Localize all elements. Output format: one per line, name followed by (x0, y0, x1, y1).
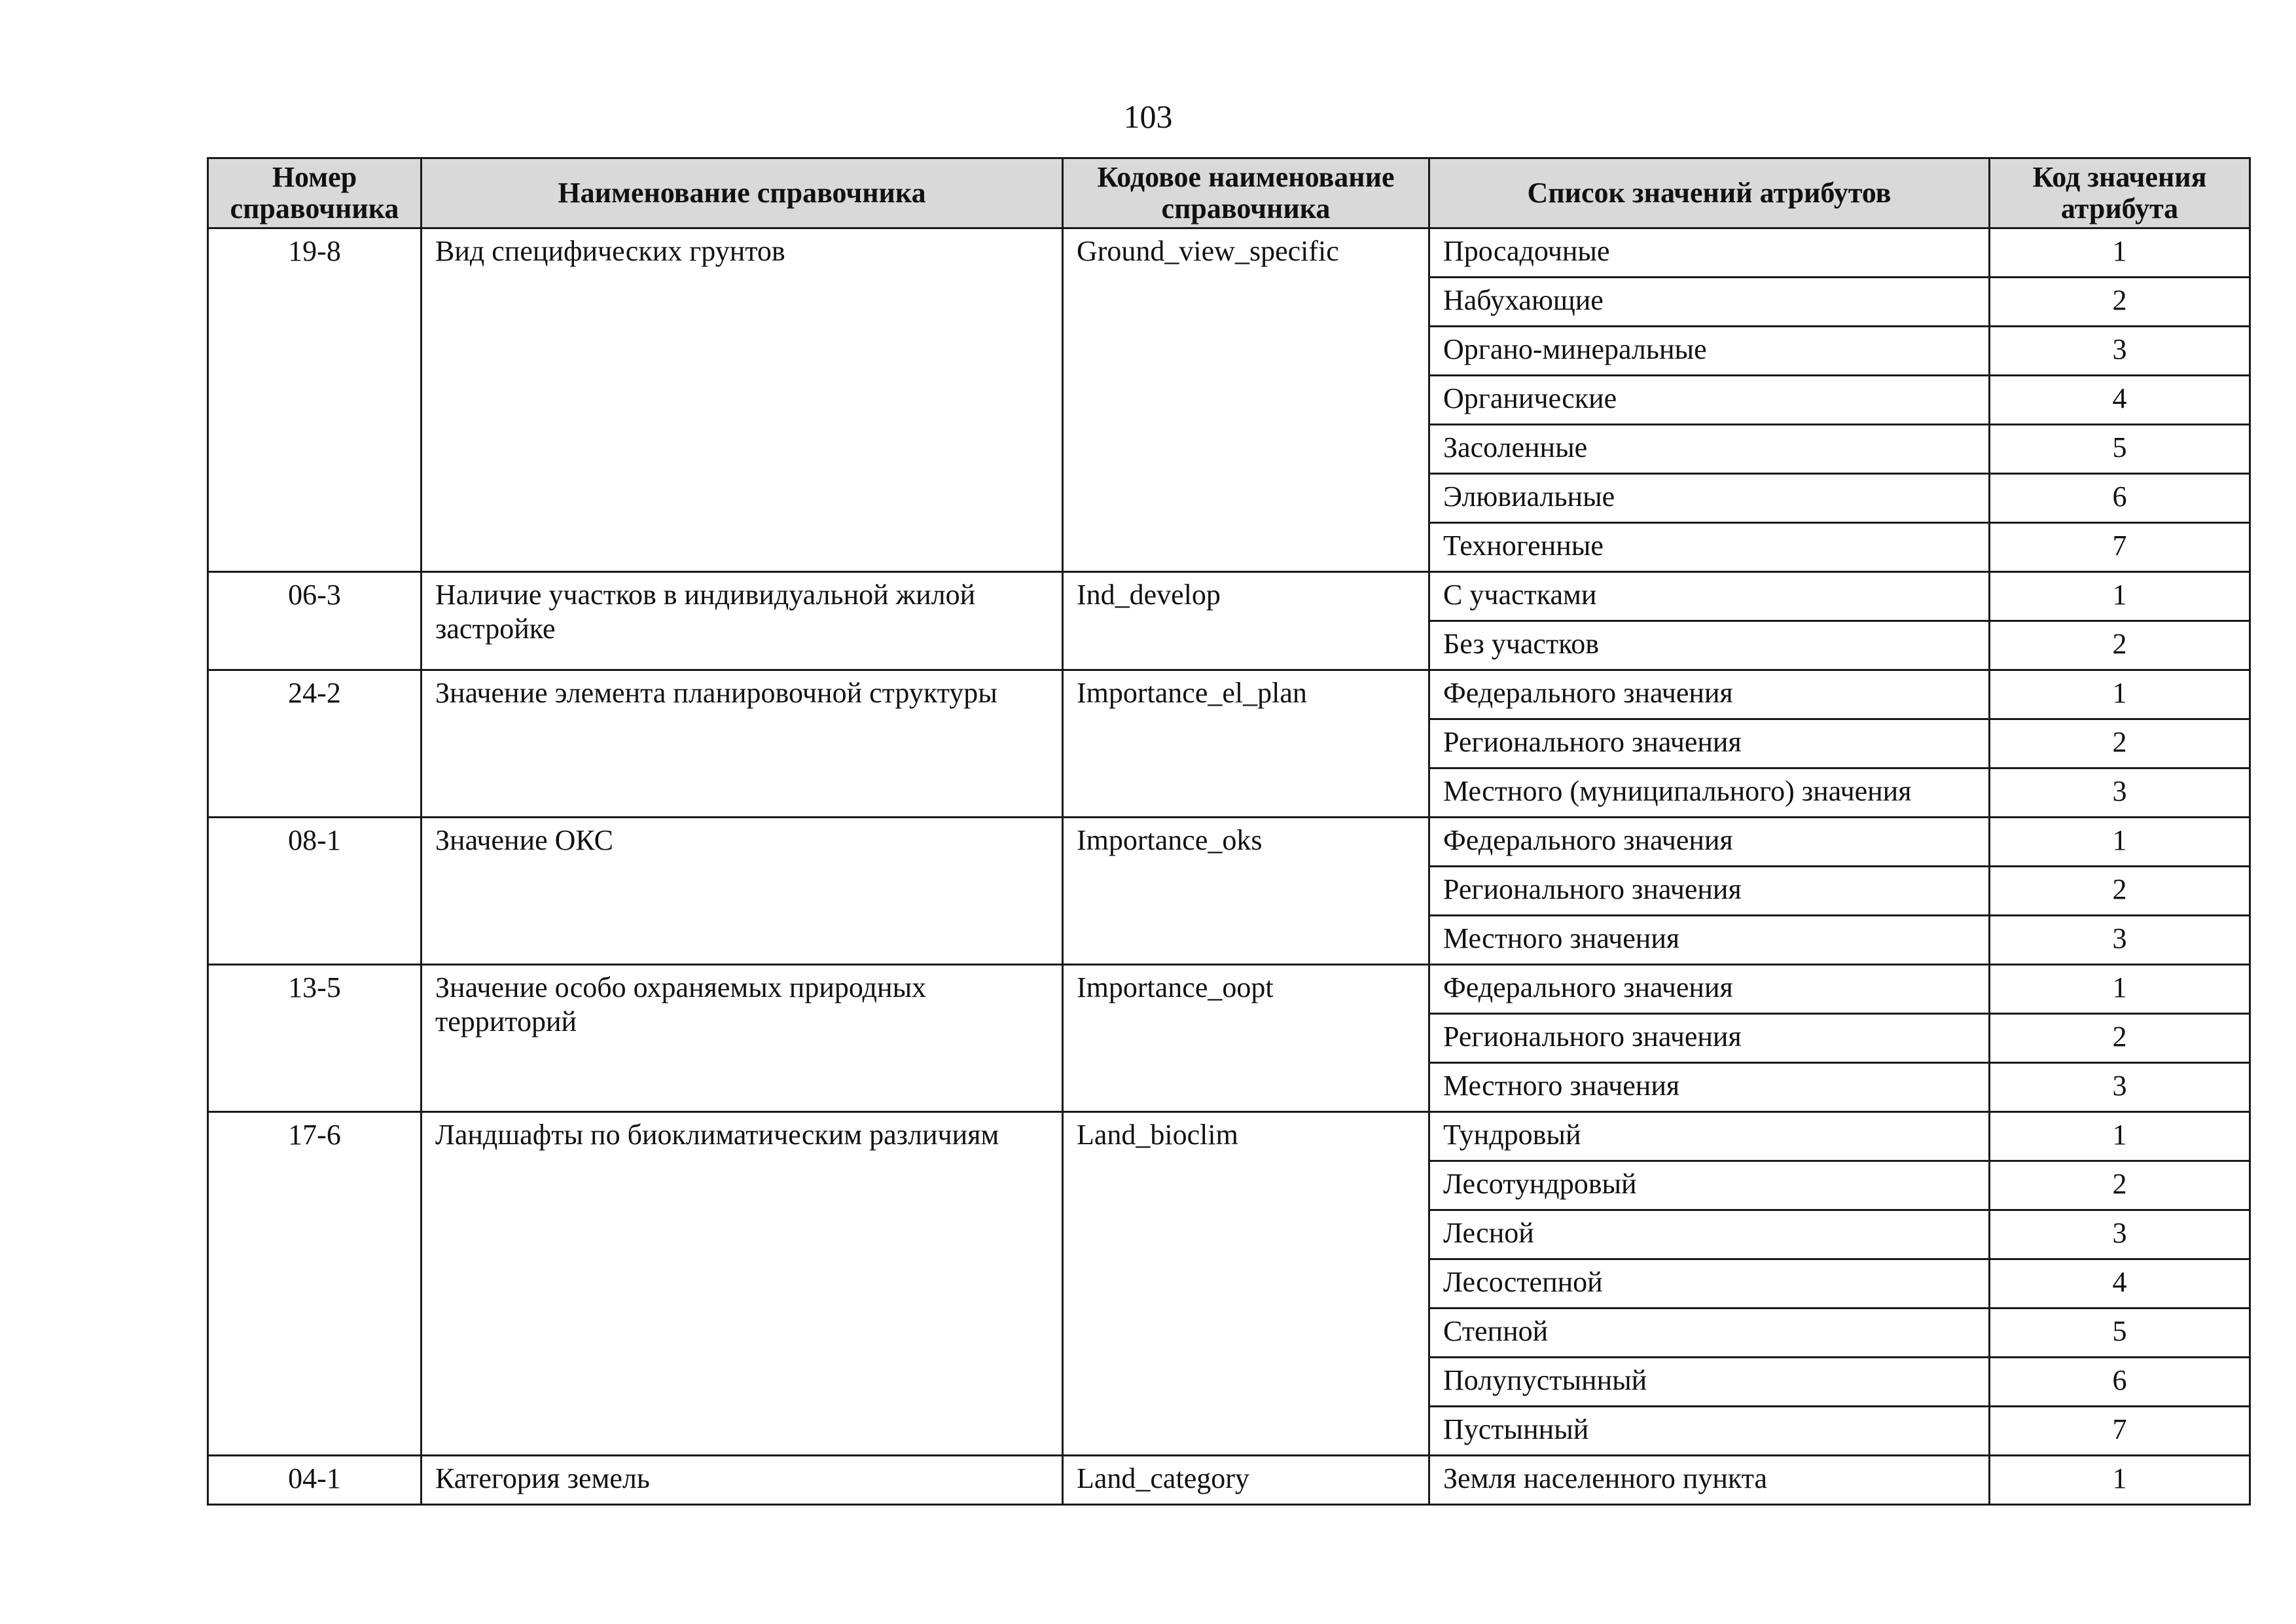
attribute-value-cell: Органические (1429, 376, 1990, 425)
code-name-cell: Ind_develop (1063, 572, 1429, 670)
table-row (208, 1112, 2250, 1161)
attribute-code-cell: 5 (1990, 425, 2250, 474)
ref-number-cell: 08-1 (208, 818, 422, 965)
attribute-value-cell: Регионального значения (1429, 867, 1990, 916)
table-body (208, 228, 2250, 1505)
header-code-name: Кодовое наименование справочника (1063, 158, 1429, 228)
attribute-value-cell: Просадочные (1429, 228, 1990, 278)
ref-name-cell: Значение ОКС (422, 818, 1063, 965)
attribute-code-cell: 3 (1990, 1063, 2250, 1112)
attribute-value-cell: Органо-минеральные (1429, 327, 1990, 376)
attribute-code-cell: 6 (1990, 1358, 2250, 1407)
ref-number-cell: 06-3 (208, 572, 422, 670)
attribute-code-cell: 3 (1990, 916, 2250, 965)
attribute-code-cell: 1 (1990, 572, 2250, 621)
attribute-code-cell: 3 (1990, 327, 2250, 376)
attribute-value-cell: Элювиальные (1429, 474, 1990, 523)
header-ref-number: Номер справочника (208, 158, 422, 228)
attribute-code-cell: 6 (1990, 474, 2250, 523)
attribute-code-cell: 3 (1990, 1210, 2250, 1259)
attribute-value-cell: Пустынный (1429, 1407, 1990, 1456)
attribute-code-cell: 7 (1990, 1407, 2250, 1456)
attribute-value-cell: Лесотундровый (1429, 1161, 1990, 1210)
ref-name-cell: Наличие участков в индивидуальной жилой застройке (422, 572, 1063, 670)
header-row (208, 158, 2250, 228)
attribute-code-cell: 2 (1990, 621, 2250, 670)
ref-number-cell: 17-6 (208, 1112, 422, 1456)
attribute-code-cell: 4 (1990, 1259, 2250, 1308)
attribute-code-cell: 2 (1990, 867, 2250, 916)
attribute-value-cell: Техногенные (1429, 523, 1990, 572)
attribute-value-cell: Местного значения (1429, 1063, 1990, 1112)
code-name-cell: Importance_oks (1063, 818, 1429, 965)
page-number: 103 (1123, 98, 1173, 135)
attribute-value-cell: Без участков (1429, 621, 1990, 670)
attribute-code-cell: 2 (1990, 1014, 2250, 1063)
ref-name-cell: Категория земель (422, 1456, 1063, 1505)
attribute-value-cell: Федерального значения (1429, 965, 1990, 1014)
attribute-code-cell: 1 (1990, 228, 2250, 278)
attribute-code-cell: 1 (1990, 965, 2250, 1014)
attribute-code-cell: 4 (1990, 376, 2250, 425)
header-values-list: Список значений атрибутов (1429, 158, 1990, 228)
table-row (208, 228, 2250, 278)
attribute-value-cell: Регионального значения (1429, 719, 1990, 768)
attribute-value-cell: Полупустынный (1429, 1358, 1990, 1407)
reference-table (207, 157, 2251, 1506)
attribute-value-cell: Федерального значения (1429, 818, 1990, 867)
attribute-value-cell: Набухающие (1429, 278, 1990, 327)
attribute-value-cell: Местного (муниципального) значения (1429, 768, 1990, 818)
attribute-value-cell: Местного значения (1429, 916, 1990, 965)
attribute-code-cell: 2 (1990, 1161, 2250, 1210)
header-value-code: Код значения атрибута (1990, 158, 2250, 228)
ref-name-cell: Значение особо охраняемых природных территорий (422, 965, 1063, 1112)
ref-number-cell: 13-5 (208, 965, 422, 1112)
table-row (208, 818, 2250, 867)
attribute-value-cell: Засоленные (1429, 425, 1990, 474)
attribute-code-cell: 7 (1990, 523, 2250, 572)
attribute-code-cell: 1 (1990, 1456, 2250, 1505)
attribute-code-cell: 1 (1990, 1112, 2250, 1161)
code-name-cell: Land_category (1063, 1456, 1429, 1505)
attribute-code-cell: 1 (1990, 818, 2250, 867)
attribute-value-cell: Федерального значения (1429, 670, 1990, 719)
attribute-value-cell: Земля населенного пункта (1429, 1456, 1990, 1505)
header-ref-name: Наименование справочника (422, 158, 1063, 228)
code-name-cell: Ground_view_specific (1063, 228, 1429, 572)
table-row (208, 572, 2250, 621)
attribute-code-cell: 2 (1990, 278, 2250, 327)
code-name-cell: Importance_oopt (1063, 965, 1429, 1112)
ref-number-cell: 04-1 (208, 1456, 422, 1505)
attribute-code-cell: 5 (1990, 1308, 2250, 1358)
attribute-value-cell: С участками (1429, 572, 1990, 621)
table-row (208, 965, 2250, 1014)
attribute-value-cell: Тундровый (1429, 1112, 1990, 1161)
attribute-value-cell: Регионального значения (1429, 1014, 1990, 1063)
ref-number-cell: 24-2 (208, 670, 422, 818)
table-row (208, 1456, 2250, 1505)
ref-name-cell: Значение элемента планировочной структуры (422, 670, 1063, 818)
attribute-value-cell: Степной (1429, 1308, 1990, 1358)
attribute-code-cell: 1 (1990, 670, 2250, 719)
ref-name-cell: Ландшафты по биоклиматическим различиям (422, 1112, 1063, 1456)
attribute-code-cell: 2 (1990, 719, 2250, 768)
attribute-value-cell: Лесной (1429, 1210, 1990, 1259)
ref-name-cell: Вид специфических грунтов (422, 228, 1063, 572)
table-row (208, 670, 2250, 719)
ref-number-cell: 19-8 (208, 228, 422, 572)
attribute-value-cell: Лесостепной (1429, 1259, 1990, 1308)
attribute-code-cell: 3 (1990, 768, 2250, 818)
code-name-cell: Importance_el_plan (1063, 670, 1429, 818)
code-name-cell: Land_bioclim (1063, 1112, 1429, 1456)
